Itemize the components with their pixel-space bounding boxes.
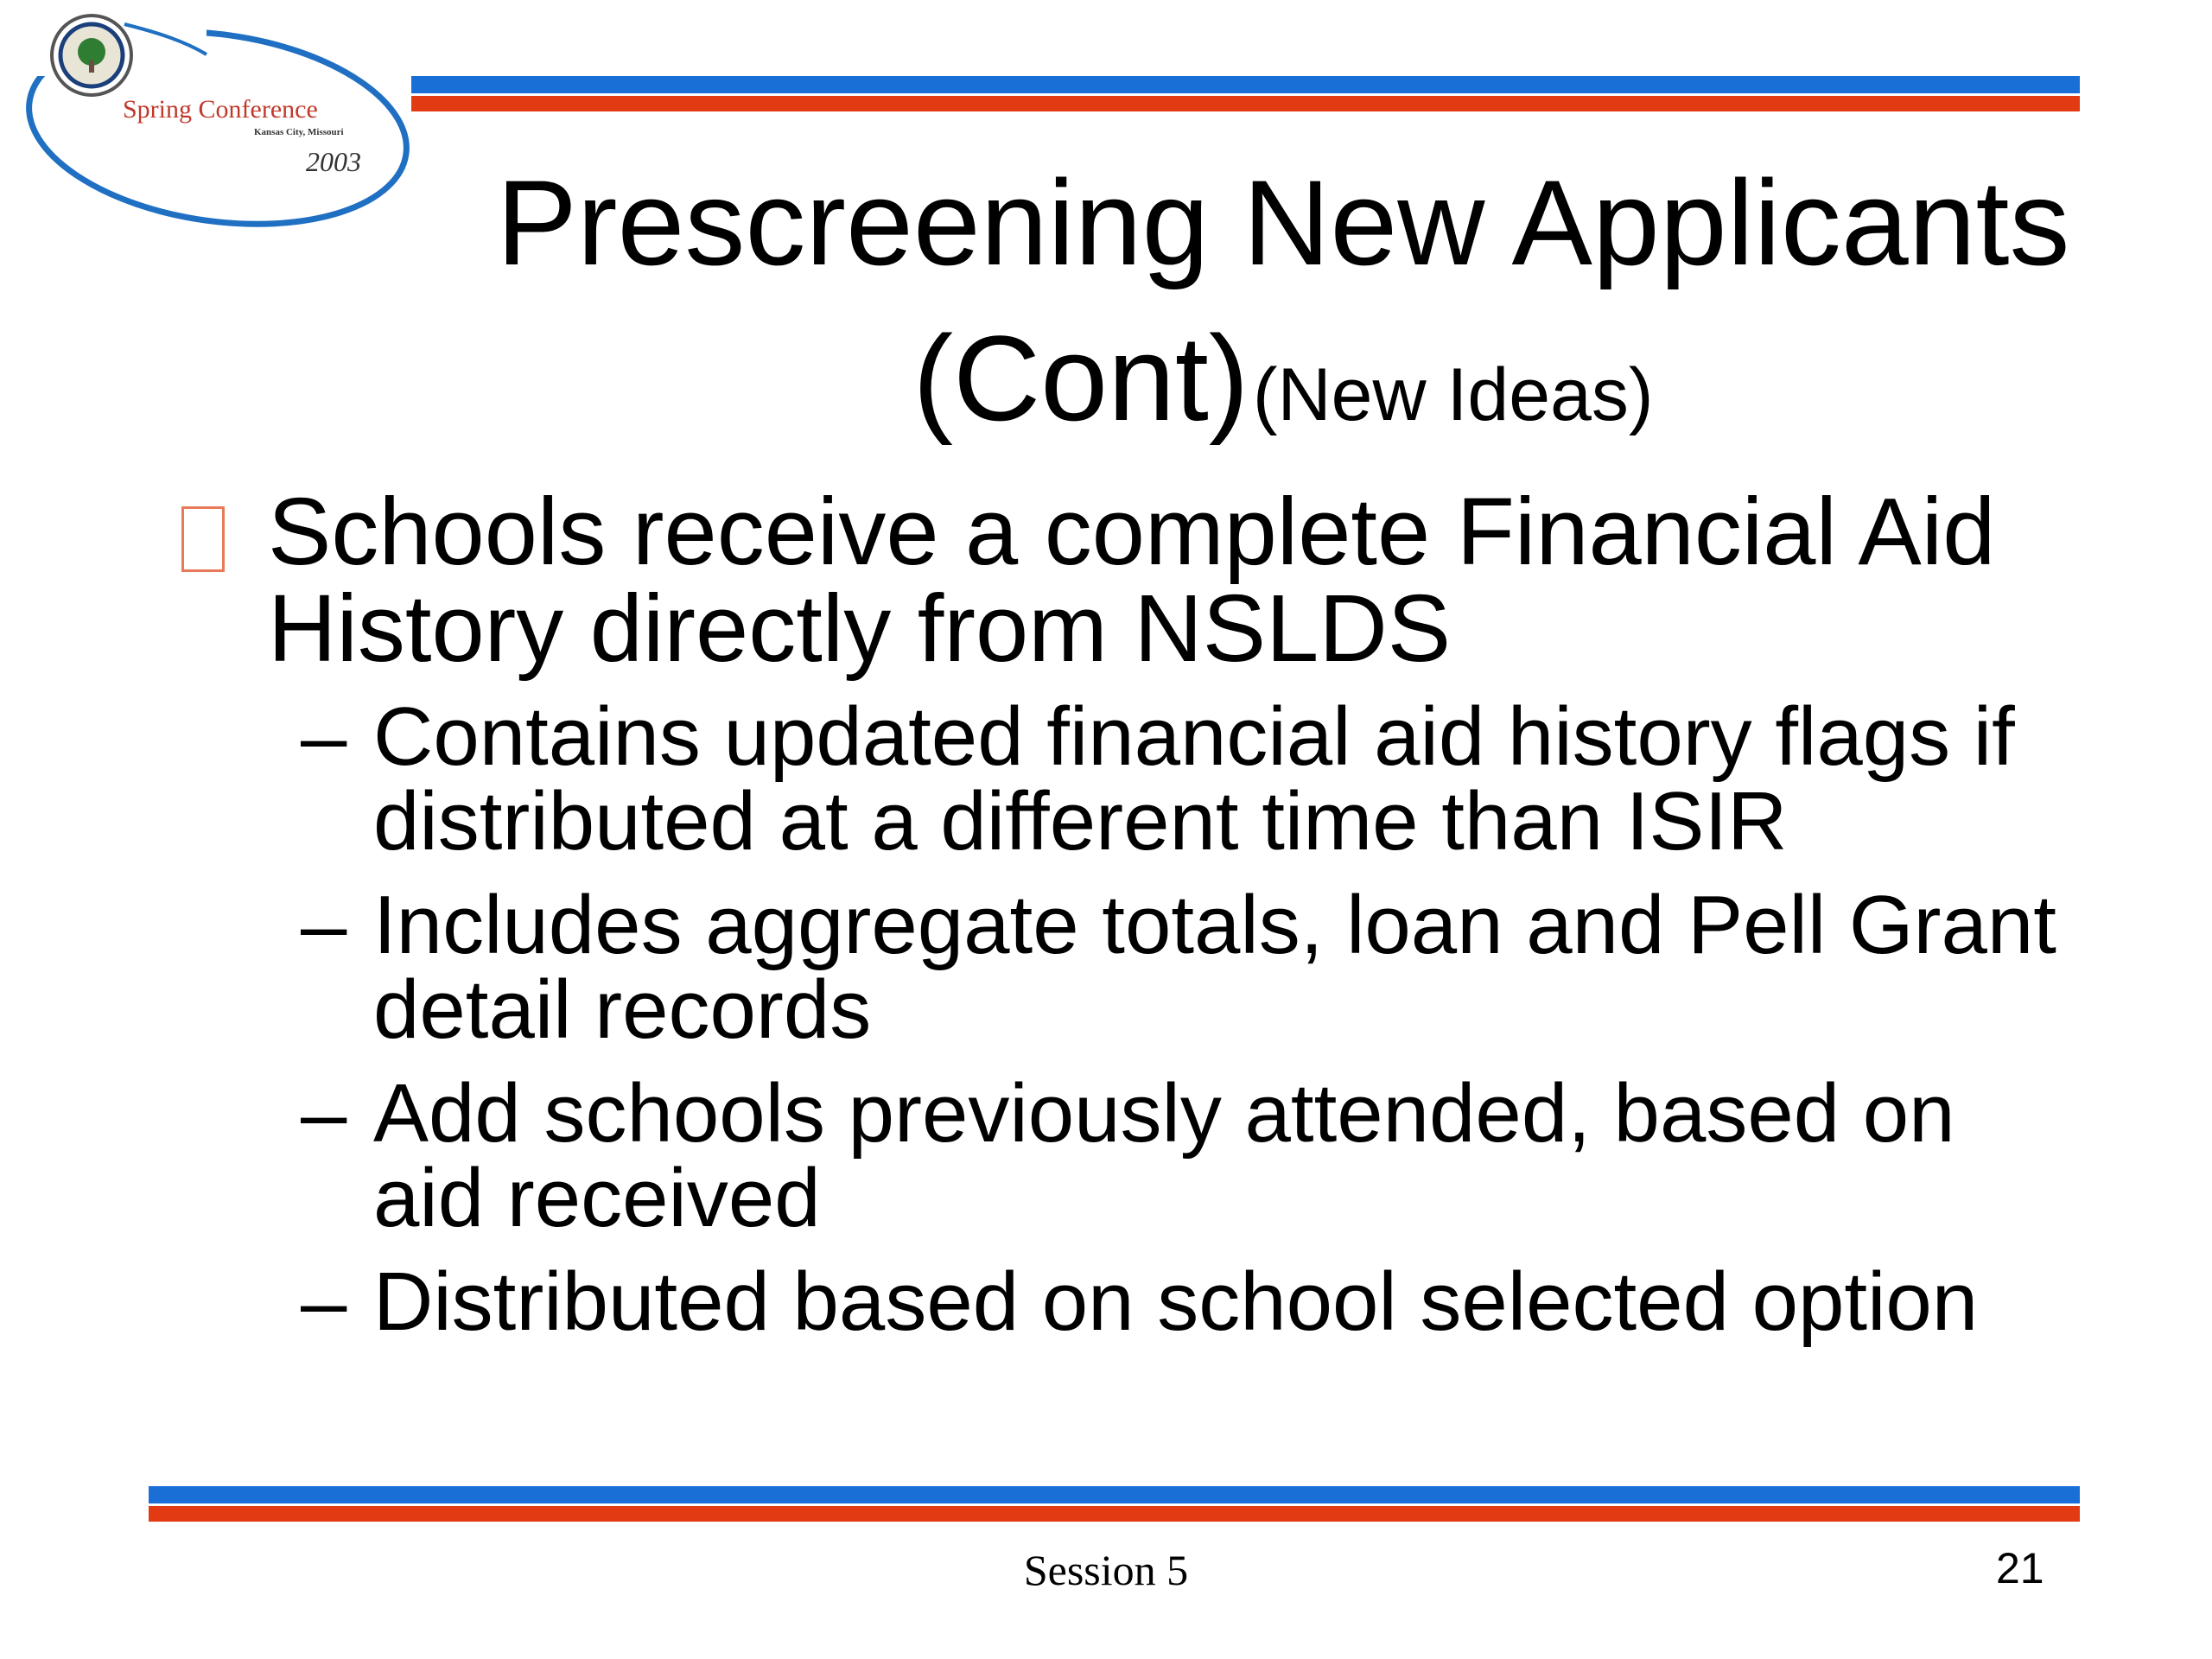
title-line-1: Prescreening New Applicants [496,155,2070,290]
spring-conference-logo [12,7,418,232]
slide-page-number: 21 [1996,1544,2044,1592]
sub-bullet-text: Includes aggregate totals, loan and Pell Grant detail records [373,879,2056,1056]
sub-bullet-item [301,690,2082,868]
logo-title: Spring Conference [123,95,318,124]
sub-bullet-item [301,879,2082,1056]
sub-bullet-list [301,690,2082,1348]
department-seal-icon [52,16,131,95]
slide-title [449,145,2117,494]
logo-year: 2003 [306,146,361,177]
dash-marker: – [301,1067,347,1160]
top-divider-stripe [411,76,2080,111]
sub-bullet-text: Add schools previously attended, based on aid received [373,1067,1955,1244]
sub-bullet-text: Contains updated financial aid history flags if distributed at a different time than ISIR [373,690,2015,868]
dash-marker: – [301,879,347,971]
logo-location: Kansas City, Missouri [254,127,344,137]
bottom-divider-stripe [149,1486,2080,1522]
conference-logo [12,7,418,232]
title-note: (New Ideas) [1252,353,1654,436]
slide-body [181,479,2082,1363]
sub-bullet-item [301,1255,2082,1348]
sub-bullet-text: Distributed based on school selected option [373,1255,1979,1348]
bullet-item [181,479,2082,682]
sub-bullet-item [301,1067,2082,1244]
bullet-marker-icon [181,506,225,572]
footer-session-label: Session 5 [1023,1546,1189,1594]
title-line-2: (Cont) [912,310,1249,446]
dash-marker: – [301,1255,347,1348]
bullet-text: Schools receive a complete Financial Aid History directly from NSLDS [268,479,1996,682]
dash-marker: – [301,690,347,783]
